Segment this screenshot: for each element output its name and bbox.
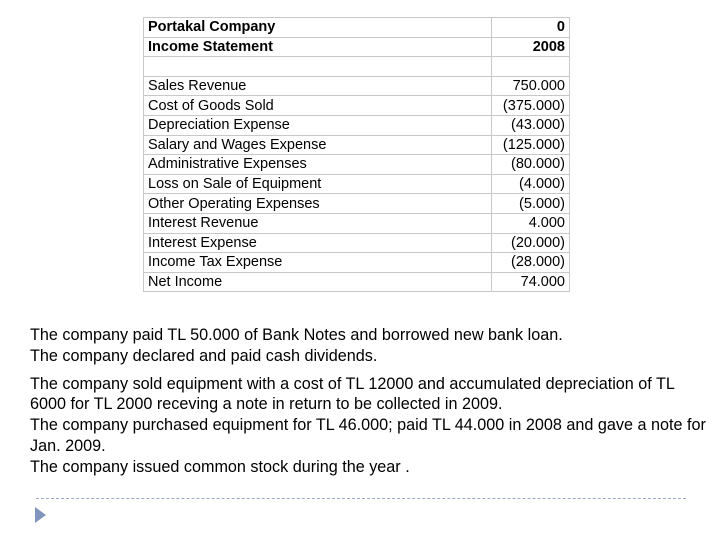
row-value: (375.000) [492, 96, 570, 116]
row-label: Cost of Goods Sold [144, 96, 492, 116]
row-value: (4.000) [492, 174, 570, 194]
table-row [144, 115, 570, 135]
statement-year: 2008 [492, 37, 570, 57]
row-value: (5.000) [492, 194, 570, 214]
row-value: 4.000 [492, 213, 570, 233]
table-row [144, 76, 570, 96]
table-row [144, 155, 570, 175]
table-header-row [144, 37, 570, 57]
note-paragraph: The company declared and paid cash dividends. [30, 346, 378, 365]
table-row [144, 96, 570, 116]
row-value: (80.000) [492, 155, 570, 175]
row-label: Sales Revenue [144, 76, 492, 96]
row-label: Interest Expense [144, 233, 492, 253]
table-row [144, 194, 570, 214]
income-statement-table [143, 17, 570, 292]
row-label: Interest Revenue [144, 213, 492, 233]
blank-cell [144, 57, 492, 77]
table-row [144, 174, 570, 194]
row-label: Net Income [144, 272, 492, 292]
slide-divider [36, 498, 686, 499]
table-row [144, 213, 570, 233]
table-blank-row [144, 57, 570, 77]
transaction-notes [30, 325, 710, 478]
row-value: (43.000) [492, 115, 570, 135]
row-label: Salary and Wages Expense [144, 135, 492, 155]
row-value: 750.000 [492, 76, 570, 96]
statement-title: Income Statement [144, 37, 492, 57]
row-value: (20.000) [492, 233, 570, 253]
table-row-net-income [144, 272, 570, 292]
note-paragraph: The company sold equipment with a cost of TL 12000 and accumulated depreciation of TL 6000 for TL 2000 receving a note in return to be collected in 2009. [30, 374, 675, 414]
row-value: (125.000) [492, 135, 570, 155]
table-header-row [144, 18, 570, 38]
row-label: Other Operating Expenses [144, 194, 492, 214]
table-row [144, 233, 570, 253]
note-paragraph: The company paid TL 50.000 of Bank Notes and borrowed new bank loan. [30, 326, 563, 344]
row-label: Administrative Expenses [144, 155, 492, 175]
row-label: Depreciation Expense [144, 115, 492, 135]
table-row [144, 135, 570, 155]
blank-cell [492, 57, 570, 77]
company-name: Portakal Company [144, 18, 492, 38]
note-paragraph: The company issued common stock during the year . [30, 457, 410, 476]
triangle-arrow-icon [35, 507, 46, 523]
row-value: (28.000) [492, 253, 570, 273]
row-value: 74.000 [492, 272, 570, 292]
row-label: Income Tax Expense [144, 253, 492, 273]
note-paragraph: The company purchased equipment for TL 46.000; paid TL 44.000 in 2008 and gave a note for Jan. 2009. [30, 416, 706, 455]
company-value: 0 [492, 18, 570, 38]
table-row [144, 253, 570, 273]
row-label: Loss on Sale of Equipment [144, 174, 492, 194]
